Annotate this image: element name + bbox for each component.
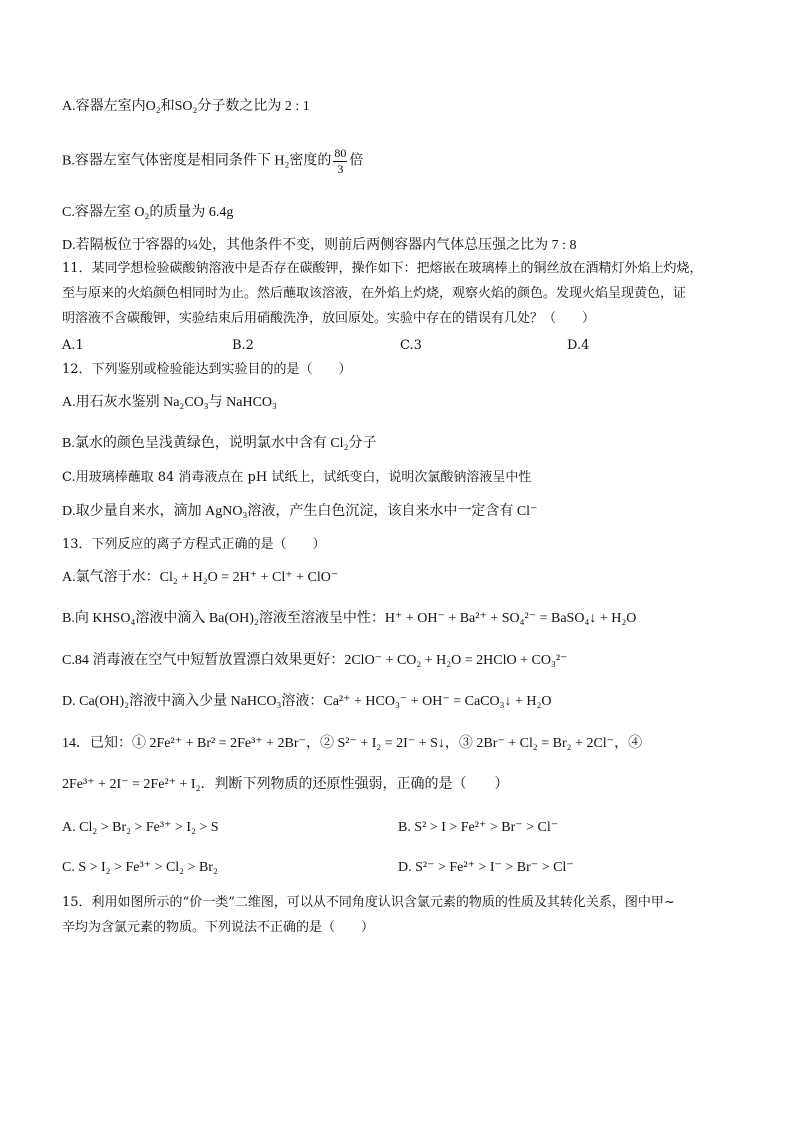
q11-stem-line-1: 11．某同学想检验碳酸钠溶液中是否存在碳酸钾，操作如下：把熔嵌在玻璃棒上的铜丝放在酒精灯外焰上灼烧， bbox=[62, 261, 703, 276]
q12-option-b: B.氯水的颜色呈浅黄绿色，说明氯水中含有 Cl₂分子 bbox=[62, 436, 377, 451]
q11-option-a: A.1 bbox=[62, 338, 84, 353]
q11-option-b: B.2 bbox=[232, 338, 254, 353]
fraction-numerator: 80 bbox=[334, 146, 347, 160]
q14-options-row-1 bbox=[62, 818, 762, 838]
q11-option-d: D.4 bbox=[567, 338, 590, 353]
q14-stem-line-1: 14．已知：① 2Fe²⁺ + Br² = 2Fe³⁺ + 2Br⁻，② S²⁻ + I₂ = 2I⁻ + S↓，③ 2Br⁻ + Cl₂ = Br₂ + 2Cl⁻，④ bbox=[62, 736, 643, 751]
q10-option-a: A.容器左室内O₂和SO₂分子数之比为 2 : 1 bbox=[62, 99, 310, 114]
q14-options-row-2 bbox=[62, 858, 762, 878]
q14-option-d: D. S²⁻ > Fe²⁺ > I⁻ > Br⁻ > Cl⁻ bbox=[398, 860, 574, 875]
q14-option-c: C. S > I₂ > Fe³⁺ > Cl₂ > Br₂ bbox=[62, 860, 218, 875]
q12-option-d: D.取少量自来水，滴加 AgNO₃溶液，产生白色沉淀，该自来水中一定含有 Cl⁻ bbox=[62, 504, 538, 519]
q14-option-b: B. S² > I > Fe²⁺ > Br⁻ > Cl⁻ bbox=[398, 820, 559, 835]
q14-stem-line-2: 2Fe³⁺ + 2I⁻ = 2Fe²⁺ + I₂．判断下列物质的还原性强弱，正确的是（ ） bbox=[62, 777, 509, 792]
q10-option-c: C.容器左室 O₂的质量为 6.4g bbox=[62, 205, 234, 220]
q13-stem: 13．下列反应的离子方程式正确的是（ ） bbox=[62, 537, 326, 552]
q14-option-a: A. Cl₂ > Br₂ > Fe³⁺ > I₂ > S bbox=[62, 820, 219, 835]
q13-option-b: B.向 KHSO₄溶液中滴入 Ba(OH)₂溶液至溶液呈中性：H⁺ + OH⁻ + Ba²⁺ + SO₄²⁻ = BaSO₄↓ + H₂O bbox=[62, 611, 637, 626]
q15-stem-line-1: 15．利用如图所示的“价一类”二维图，可以从不同角度认识含氯元素的物质的性质及其转化关系，图中甲~ bbox=[62, 895, 675, 910]
q12-stem: 12．下列鉴别或检验能达到实验目的的是（ ） bbox=[62, 362, 352, 377]
q11-stem-line-2: 至与原来的火焰颜色相同时为止。然后蘸取该溶液，在外焰上灼烧，观察火焰的颜色。发现火焰呈现黄色，证 bbox=[62, 286, 687, 301]
q11-option-c: C.3 bbox=[400, 338, 422, 353]
q10-option-b bbox=[62, 146, 363, 177]
q10-option-b-fraction bbox=[333, 146, 347, 177]
q12-option-a: A.用石灰水鉴别 Na₂CO₃与 NaHCO₃ bbox=[62, 395, 277, 410]
fraction-denominator: 3 bbox=[337, 162, 344, 176]
q11-stem-line-3: 明溶液不含碳酸钾，实验结束后用硝酸洗净，放回原处。实验中存在的错误有几处？（ ） bbox=[62, 311, 596, 326]
q12-option-c: C.用玻璃棒蘸取 84 消毒液点在 pH 试纸上，试纸变白，说明次氯酸钠溶液呈中性 bbox=[62, 470, 532, 485]
q10-option-b-text: B.容器左室气体密度是相同条件下 H₂密度的 bbox=[62, 153, 332, 169]
q10-option-b-suffix: 倍 bbox=[349, 153, 364, 169]
q13-option-a: A.氯气溶于水：Cl₂ + H₂O = 2H⁺ + Cl⁺ + ClO⁻ bbox=[62, 570, 339, 585]
q13-option-c: C.84 消毒液在空气中短暂放置漂白效果更好：2ClO⁻ + CO₂ + H₂O = 2HClO + CO₃²⁻ bbox=[62, 653, 568, 668]
q11-options bbox=[62, 336, 762, 356]
q15-stem-line-2: 辛均为含氯元素的物质。下列说法不正确的是（ ） bbox=[62, 920, 375, 935]
q10-option-d: D.若隔板位于容器的¼处，其他条件不变，则前后两侧容器内气体总压强之比为 7 : 8 bbox=[62, 238, 577, 253]
q13-option-d: D. Ca(OH)₂溶液中滴入少量 NaHCO₃溶液：Ca²⁺ + HCO₃⁻ + OH⁻ = CaCO₃↓ + H₂O bbox=[62, 694, 552, 709]
